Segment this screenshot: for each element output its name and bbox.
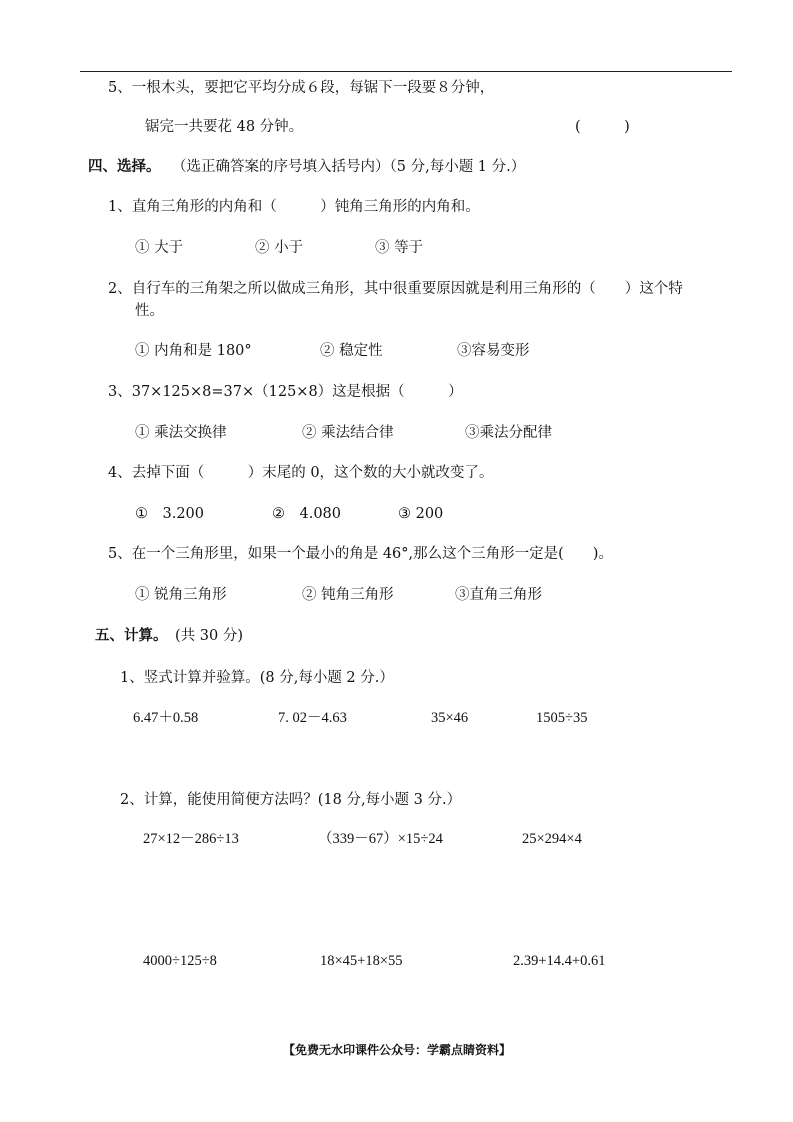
section4-q2-stem-cont: 性。 (135, 303, 164, 319)
calc1-item-3: 35×46 (431, 710, 469, 726)
section4-q1-option-2: ② 小于 (255, 240, 304, 256)
top-rule (80, 71, 732, 72)
section4-q5-stem: 5、在一个三角形里，如果一个最小的角是 46°,那么这个三角形一定是( )。 (108, 546, 613, 562)
section4-q1-stem: 1、直角三角形的内角和（ ）钝角三角形的内角和。 (108, 199, 480, 215)
calc1-item-1: 6.47＋0.58 (133, 710, 199, 726)
footer-note: 【免费无水印课件公众号：学霸点睛资料】 (283, 1043, 512, 1057)
section4-q4-stem: 4、去掉下面（ ）末尾的 0，这个数的大小就改变了。 (108, 465, 494, 481)
judge-q5-line2: 锯完一共要花 48 分钟。 (145, 119, 304, 135)
calc1-item-2: 7. 02－4.63 (278, 710, 347, 726)
section4-note: （选正确答案的序号填入括号内）（5 分,每小题 1 分.） (172, 159, 526, 175)
section5-part1-title: 1、竖式计算并验算。(8 分,每小题 2 分.） (120, 670, 394, 686)
section5-title: 五、计算。 (95, 627, 168, 644)
calc1-item-4: 1505÷35 (536, 710, 588, 726)
section4-q1-option-3: ③ 等于 (375, 240, 424, 256)
section4-q4-option-3: ③ 200 (398, 506, 444, 522)
section4-q3-stem: 3、37×125×8=37×（125×8）这是根据（ ） (108, 384, 463, 400)
calc2-row2-item-3: 2.39+14.4+0.61 (513, 953, 606, 969)
section4-q2-option-2: ② 稳定性 (320, 343, 383, 359)
section4-q2-option-1: ① 内角和是 180° (135, 343, 252, 359)
section5-note: (共 30 分) (175, 628, 243, 644)
section4-q4-option-1: ① 3.200 (135, 506, 205, 522)
section4-q4-option-2: ② 4.080 (272, 506, 342, 522)
calc2-row2-item-1: 4000÷125÷8 (143, 953, 217, 969)
judge-q5-line1: 5、一根木头，要把它平均分成６段，每锯下一段要８分钟， (108, 80, 495, 96)
section4-q3-option-3: ③乘法分配律 (465, 425, 552, 441)
judge-q5-answer-paren: ( ) (575, 119, 630, 135)
section4-q5-option-3: ③直角三角形 (455, 587, 542, 603)
calc2-row1-item-2: （339－67）×15÷24 (318, 831, 443, 847)
section5-part2-title: 2、计算，能使用简便方法吗？(18 分,每小题 3 分.） (120, 792, 462, 808)
section4-q3-option-2: ② 乘法结合律 (302, 425, 394, 441)
section4-q5-option-2: ② 钝角三角形 (302, 587, 394, 603)
section4-q3-option-1: ① 乘法交换律 (135, 425, 227, 441)
calc2-row1-item-3: 25×294×4 (522, 831, 582, 847)
section4-title: 四、选择。 (88, 158, 161, 175)
section4-q5-option-1: ① 锐角三角形 (135, 587, 227, 603)
section4-q2-option-3: ③容易变形 (457, 343, 530, 359)
calc2-row1-item-1: 27×12－286÷13 (143, 831, 239, 847)
calc2-row2-item-2: 18×45+18×55 (320, 953, 403, 969)
section4-q2-stem: 2、自行车的三角架之所以做成三角形，其中很重要原因就是利用三角形的（ ）这个特 (108, 281, 683, 297)
section4-q1-option-1: ① 大于 (135, 240, 184, 256)
